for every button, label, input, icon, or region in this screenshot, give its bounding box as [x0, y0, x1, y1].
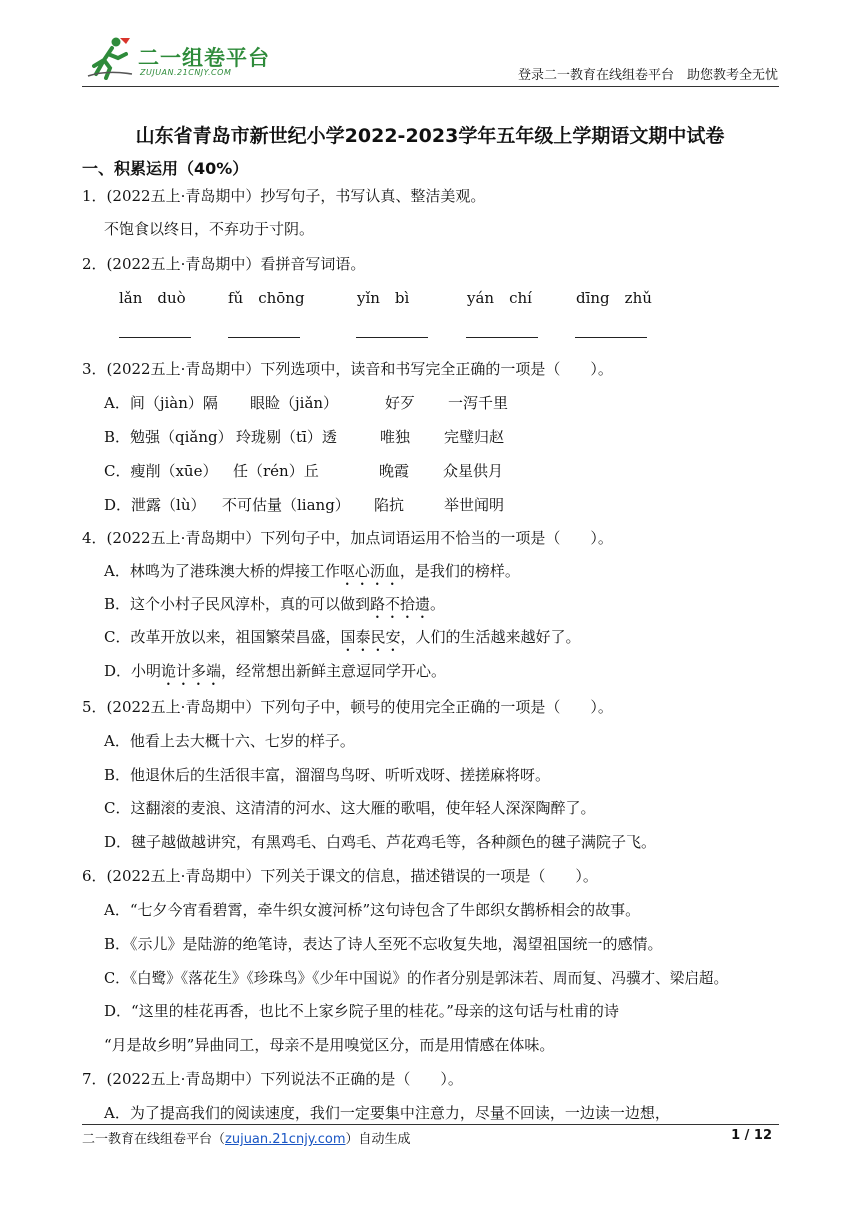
q6-option-d: D．“这里的桂花再香，也比不上家乡院子里的桂花。”母亲的这句话与杜甫的诗 [104, 1002, 619, 1020]
runner-logo-icon [86, 36, 134, 80]
footer-rule [82, 1124, 779, 1125]
q3-option-c-2: 任（rén）丘 [233, 462, 319, 480]
question-1-sentence: 不饱食以终日，不弃功于寸阴。 [104, 220, 315, 238]
question-1-stem: 1．(2022五上·青岛期中）抄写句子，书写认真、整洁美观。 [82, 187, 486, 205]
header-slogan: 登录二一教育在线组卷平台 助您教考全无忧 [517, 68, 778, 83]
answer-blank-3[interactable] [356, 337, 428, 338]
page-number: 1 / 12 [731, 1128, 772, 1143]
q7-option-a: A．为了提高我们的阅读速度，我们一定要集中注意力，尽量不回读，一边读一边想， [104, 1104, 670, 1122]
footer-text-end: ）自动生成 [345, 1132, 411, 1147]
dotted-phrase: 呕心沥血 [339, 562, 400, 580]
question-2-stem: 2．(2022五上·青岛期中）看拼音写词语。 [82, 255, 366, 273]
q3-option-b-3: 唯独 [380, 428, 411, 446]
pinyin-1: lǎn duò [119, 289, 186, 307]
dotted-phrase: 诡计多端 [161, 662, 222, 680]
q4-option-c [104, 626, 581, 655]
q4-a-text: A．林鸣为了港珠澳大桥的焊接工作 [104, 562, 340, 580]
q3-option-c-1: C．瘦削（xūe） [104, 462, 218, 480]
logo [86, 36, 276, 80]
q6-option-b: B．《示儿》是陆游的绝笔诗，表达了诗人至死不忘收复失地，渴望祖国统一的感情。 [104, 935, 663, 953]
q4-b-text-end: 。 [430, 595, 446, 613]
q4-d-text-end: ，经常想出新鲜主意逗同学开心。 [221, 662, 447, 680]
q4-option-d [104, 660, 446, 689]
q3-option-a-1: A．间（jiàn）隔 [104, 394, 218, 412]
question-6-stem: 6．(2022五上·青岛期中）下列关于课文的信息，描述错误的一项是（ ）。 [82, 867, 598, 885]
footer-text: 二一教育在线组卷平台（ [82, 1132, 226, 1147]
q3-option-c-4: 众星供月 [443, 462, 504, 480]
q4-c-text-end: ，人们的生活越来越好了。 [400, 628, 581, 646]
q5-option-d: D．毽子越做越讲究，有黑鸡毛、白鸡毛、芦花鸡毛等，各种颜色的毽子满院子飞。 [104, 833, 657, 851]
q3-option-d-1: D．泄露（lù） [104, 496, 206, 514]
footer-source [82, 1128, 411, 1147]
dotted-phrase: 路不拾遗 [370, 595, 431, 613]
q3-option-a-3: 好歹 [385, 394, 416, 412]
header-rule [82, 86, 779, 87]
answer-blank-1[interactable] [119, 337, 191, 338]
q3-option-b-4: 完璧归赵 [444, 428, 505, 446]
page-title: 山东省青岛市新世纪小学2022-2023学年五年级上学期语文期中试卷 [135, 125, 725, 147]
q3-option-c-3: 晚霞 [379, 462, 410, 480]
q4-d-text: D．小明 [104, 662, 162, 680]
pinyin-3: yǐn bì [357, 289, 410, 307]
question-5-stem: 5．(2022五上·青岛期中）下列句子中，顿号的使用完全正确的一项是（ ）。 [82, 698, 613, 716]
q4-option-a [104, 560, 520, 589]
q4-option-b [104, 593, 445, 622]
q5-option-a: A．他看上去大概十六、七岁的样子。 [104, 732, 355, 750]
pinyin-5: dīng zhǔ [576, 289, 652, 307]
q5-option-b: B．他退休后的生活很丰富，溜溜鸟鸟呀、听听戏呀、搓搓麻将呀。 [104, 766, 551, 784]
q4-c-text: C．改革开放以来，祖国繁荣昌盛， [104, 628, 341, 646]
q6-option-c: C．《白鹭》《落花生》《珍珠鸟》《少年中国说》的作者分别是郭沫若、周而复、冯骥才、梁启超。 [104, 970, 729, 987]
q3-option-b-2: 玲珑剔（tī）透 [236, 428, 337, 446]
pinyin-4: yán chí [467, 289, 532, 307]
logo-subtext: ZUJUAN.21CNJY.COM [140, 68, 232, 77]
q3-option-a-2: 眼睑（jiǎn） [250, 394, 339, 412]
question-7-stem: 7．(2022五上·青岛期中）下列说法不正确的是（ ）。 [82, 1070, 463, 1088]
question-4-stem: 4．(2022五上·青岛期中）下列句子中，加点词语运用不恰当的一项是（ ）。 [82, 529, 613, 547]
answer-blank-5[interactable] [575, 337, 647, 338]
q3-option-b-1: B．勉强（qiǎng） [104, 428, 233, 446]
q3-option-d-3: 陷抗 [374, 496, 405, 514]
answer-blank-2[interactable] [228, 337, 300, 338]
q6-option-d-cont: “月是故乡明”异曲同工，母亲不是用嗅觉区分，而是用情感在体味。 [104, 1036, 555, 1054]
q4-a-text-end: ，是我们的榜样。 [399, 562, 520, 580]
footer-link[interactable]: zujuan.21cnjy.com [225, 1132, 346, 1147]
q3-option-d-2: 不可估量（liang） [222, 496, 350, 514]
logo-text: 二一组卷平台 [138, 46, 270, 70]
q3-option-d-4: 举世闻明 [444, 496, 505, 514]
dotted-phrase: 国泰民安 [340, 628, 401, 646]
section-heading: 一、积累运用（40%） [82, 159, 249, 178]
question-3-stem: 3．(2022五上·青岛期中）下列选项中，读音和书写完全正确的一项是（ ）。 [82, 360, 613, 378]
q5-option-c: C．这翻滚的麦浪、这清清的河水、这大雁的歌唱，使年轻人深深陶醉了。 [104, 799, 596, 817]
q3-option-a-4: 一泻千里 [448, 394, 509, 412]
q4-b-text: B．这个小村子民风淳朴，真的可以做到 [104, 595, 371, 613]
answer-blank-4[interactable] [466, 337, 538, 338]
pinyin-2: fǔ chōng [228, 289, 305, 307]
q6-option-a: A．“七夕今宵看碧霄，牵牛织女渡河桥”这句诗包含了牛郎织女鹊桥相会的故事。 [104, 901, 641, 919]
